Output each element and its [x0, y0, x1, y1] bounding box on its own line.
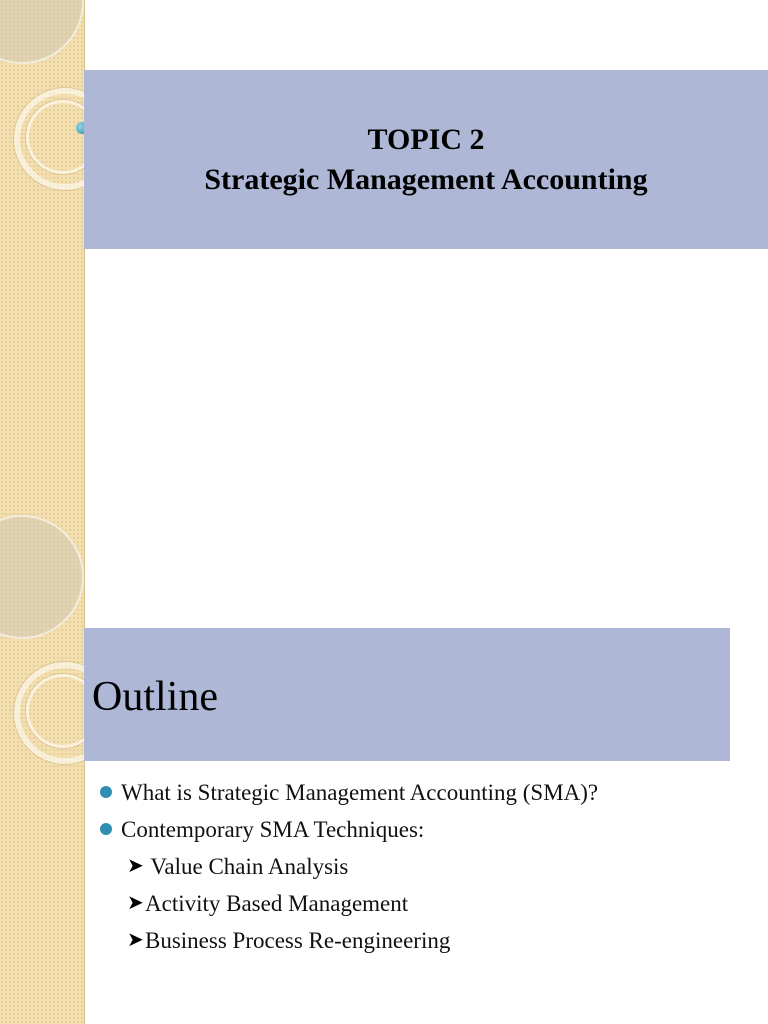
- bullet-dot-icon: [100, 823, 112, 835]
- decorative-circle: [0, 515, 84, 639]
- decorative-circle: [0, 0, 84, 64]
- arrow-right-icon: ➤: [127, 855, 144, 877]
- bullet-text: Contemporary SMA Techniques:: [121, 817, 425, 842]
- sub-list-item: [100, 885, 740, 922]
- subbullet-text: Value Chain Analysis: [145, 854, 349, 879]
- title-banner: [84, 70, 768, 249]
- outline-heading: Outline: [92, 674, 218, 720]
- arrow-right-icon: ➤: [127, 892, 144, 914]
- list-item: [100, 774, 740, 811]
- subbullet-text: Business Process Re-engineering: [145, 928, 451, 953]
- sub-list-item: [100, 922, 740, 959]
- topic-number: TOPIC 2: [367, 122, 485, 156]
- arrow-right-icon: ➤: [127, 929, 144, 951]
- decorative-sidebar: [0, 0, 85, 1024]
- sub-list-item: [100, 848, 740, 885]
- bullet-text: What is Strategic Management Accounting (SMA)?: [121, 780, 599, 805]
- bullet-dot-icon: [100, 786, 112, 798]
- slide-title: Strategic Management Accounting: [204, 162, 648, 196]
- list-item: [100, 811, 740, 848]
- outline-list: [100, 774, 740, 959]
- subbullet-text: Activity Based Management: [145, 891, 409, 916]
- outline-banner: [84, 628, 730, 761]
